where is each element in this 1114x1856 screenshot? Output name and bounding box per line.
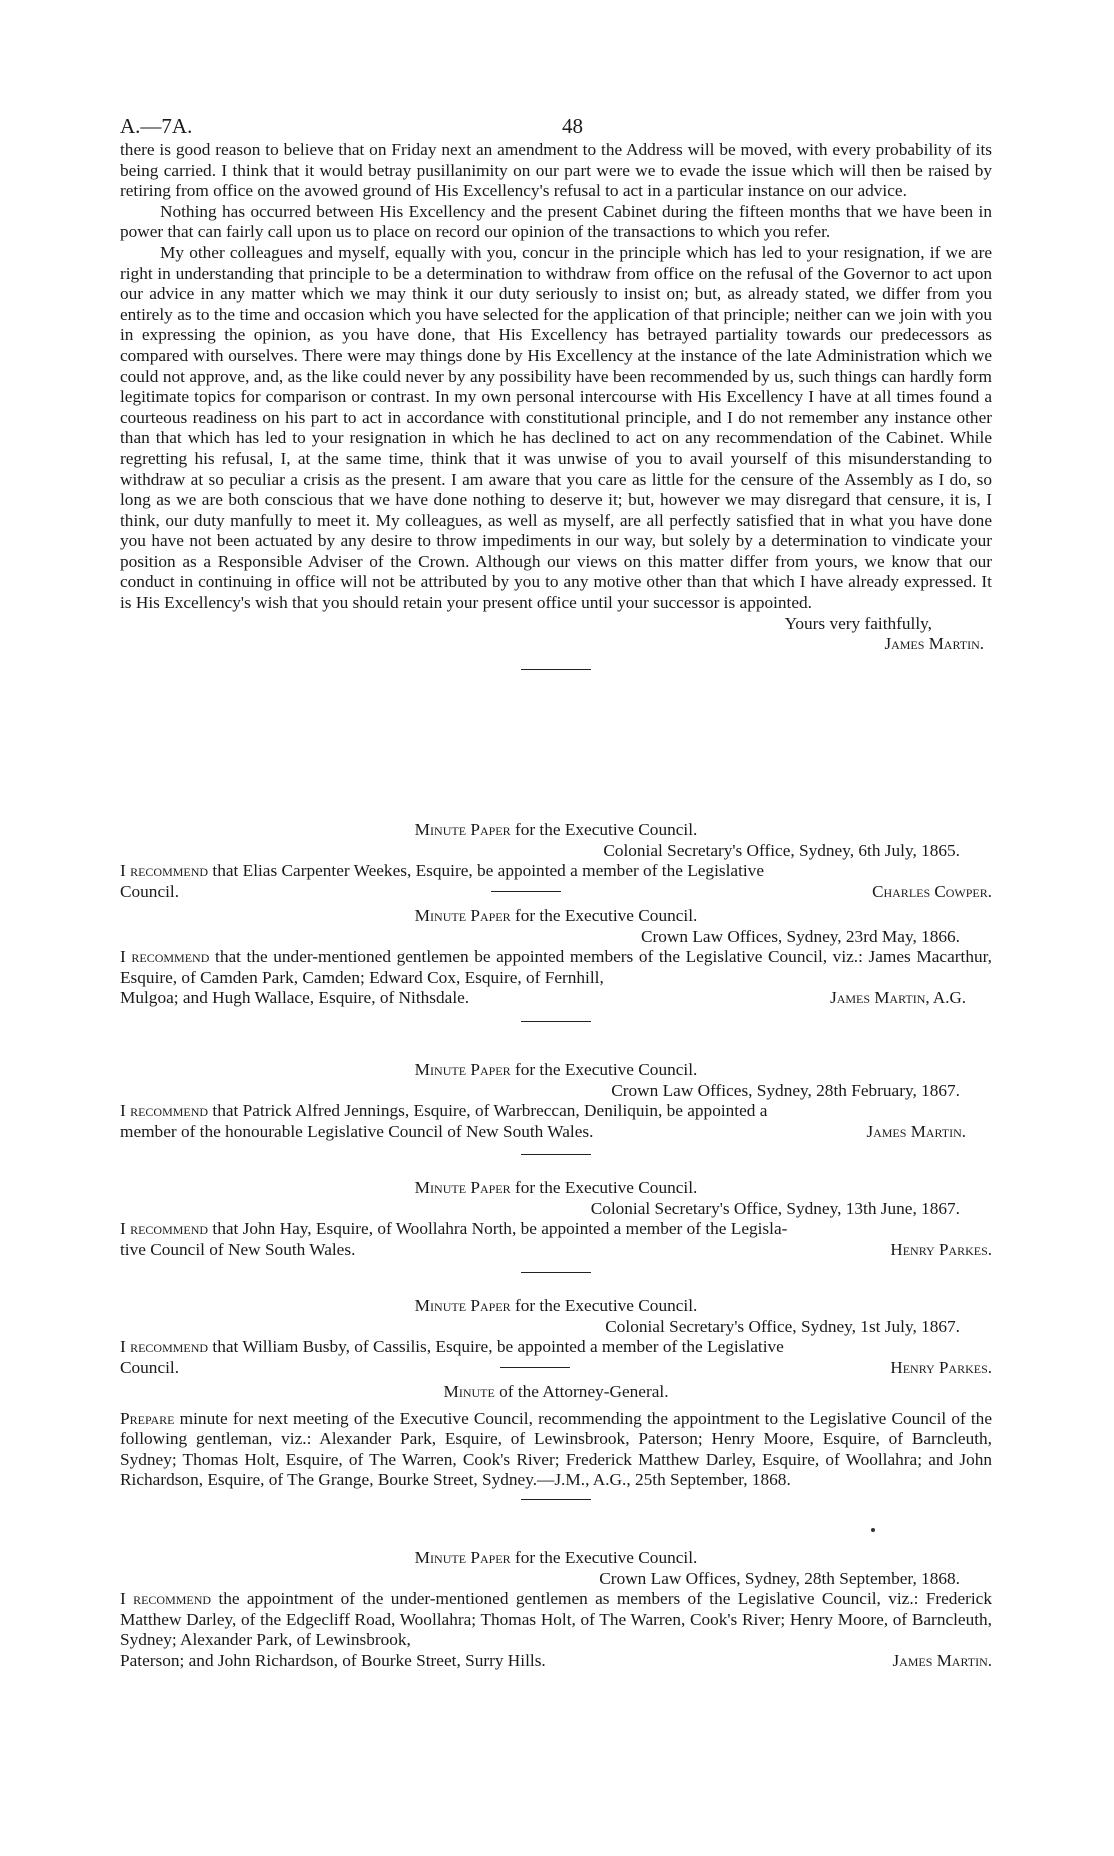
section-divider (521, 1272, 591, 1273)
minute-signature: James Martin, A.G. (830, 988, 966, 1008)
minute-body: I recommend that Patrick Alfred Jennings, Esquire, of Warbreccan, Deniliquin, be appointed a (120, 1101, 768, 1121)
minute-heading: Minute Paper for the Executive Council. (414, 1178, 698, 1197)
minute-paper (120, 1296, 992, 1378)
minute-heading: Minute Paper for the Executive Council. (414, 1060, 698, 1079)
minute-signature: James Martin. (892, 1650, 992, 1670)
minute-paper (120, 1060, 992, 1155)
section-divider (521, 1021, 591, 1022)
minute-heading: Minute Paper for the Executive Council. (414, 820, 698, 839)
letter-paragraph: there is good reason to believe that on Friday next an amendment to the Address will be moved, with every probability of its being carried. I think that it would betray pusillanimity on our part were we to evade the issue which will then be raised by retiring from office on the avowed ground of His Excellency's refusal to act in a particular instance on our advice. (120, 140, 992, 201)
section-divider (500, 1367, 570, 1368)
minute-last-line: member of the honourable Legislative Council of New South Wales. James Martin. (120, 1122, 992, 1143)
minute-heading: Minute of the Attorney-General. (443, 1382, 669, 1401)
minute-heading: Minute Paper for the Executive Council. (414, 1548, 698, 1567)
minute-body: I recommend the appointment of the under-mentioned gentlemen as members of the Legislative Council, viz.: Frederick Matthew Darley, of the Edgecliff Road, Woollahra; Thomas Holt, of The Warren, Cook's River; Henry Moore, of Barncleuth, Sydney; Alexander Park, of Lewinsbrook, (120, 1589, 992, 1650)
minute-signature: Henry Parkes. (890, 1239, 992, 1259)
minute-place-date: Crown Law Offices, Sydney, 28th February, 1867. (611, 1080, 960, 1100)
minute-body: Prepare minute for next meeting of the Executive Council, recommending the appointment to the Legislative Council of the following gentleman, viz.: Alexander Park, Esquire, of Lewinsbrook, Paterson; Henry Moore, Esquire, of Barncleuth, Sydney; Thomas Holt, Esquire, of The Warren, Cook's River; Frederick Matthew Darley, Esquire, of Woollahra; and John Richardson, Esquire, of The Grange, Bourke Street, Sydney.—J.M., A.G., 25th September, 1868. (120, 1408, 992, 1490)
minute-signature: James Martin. (866, 1121, 966, 1141)
minute-place-date: Colonial Secretary's Office, Sydney, 13th June, 1867. (590, 1198, 960, 1218)
letter (120, 140, 992, 670)
minute-last-line: tive Council of New South Wales. Henry Parkes. (120, 1239, 992, 1259)
minute-place-date: Colonial Secretary's Office, Sydney, 6th July, 1865. (603, 840, 960, 860)
minute-last-line: Mulgoa; and Hugh Wallace, Esquire, of Nithsdale. James Martin, A.G. (120, 988, 992, 1009)
document-reference: A.—7A. (120, 114, 193, 138)
minute-body: I recommend that William Busby, of Cassilis, Esquire, be appointed a member of the Legislative (120, 1337, 784, 1357)
page-number: 48 (562, 114, 583, 138)
minute-paper (120, 1178, 992, 1273)
minute-last-line: Council. Henry Parkes. (120, 1357, 992, 1377)
letter-signature: James Martin. (884, 634, 984, 654)
minute-body: I recommend that the under-mentioned gentlemen be appointed members of the Legislative Council, viz.: James Macarthur, Esquire, of Camden Park, Camden; Edward Cox, Esquire, of Fernhill, (120, 947, 992, 987)
minute-heading: Minute Paper for the Executive Council. (414, 1296, 698, 1315)
minute-paper (120, 820, 992, 902)
section-divider (491, 891, 561, 892)
minute-last-line: Paterson; and John Richardson, of Bourke Street, Surry Hills. James Martin. (120, 1650, 992, 1670)
minute-paper (120, 906, 992, 1022)
section-divider (521, 669, 591, 670)
minute-body: I recommend that John Hay, Esquire, of Woollahra North, be appointed a member of the Legisla- (120, 1219, 788, 1239)
minute-heading: Minute Paper for the Executive Council. (414, 906, 698, 925)
minute-place-date: Crown Law Offices, Sydney, 23rd May, 1866. (640, 926, 960, 946)
minute-place-date: Colonial Secretary's Office, Sydney, 1st July, 1867. (605, 1316, 960, 1336)
minute-place-date: Crown Law Offices, Sydney, 28th September, 1868. (599, 1568, 960, 1588)
letter-paragraph: Nothing has occurred between His Excellency and the present Cabinet during the fifteen months that we have been in power that can fairly call upon us to place on record our opinion of the transactions to which you refer. (120, 201, 992, 242)
section-divider (521, 1499, 591, 1500)
minute-body: I recommend that Elias Carpenter Weekes, Esquire, be appointed a member of the Legislative (120, 861, 764, 881)
minute-signature: Henry Parkes. (890, 1357, 992, 1377)
minute-last-line: Council. Charles Cowper. (120, 881, 992, 901)
minute-paper (120, 1548, 992, 1672)
attorney-general-minute (120, 1382, 992, 1500)
ink-speck (871, 1528, 875, 1532)
minute-signature: Charles Cowper. (872, 881, 992, 901)
section-divider (521, 1154, 591, 1155)
letter-paragraph: My other colleagues and myself, equally with you, concur in the principle which has led to your resignation, if we are right in understanding that principle to be a determination to withdraw from office on the refusal of the Governor to act upon our advice in any matter which we may think it our duty seriously to insist on; but, as already stated, we differ from you entirely as to the time and occasion which you have selected for the application of that principle; neither can we join with you in expressing the opinion, as you have done, that His Excellency has betrayed partiality towards our predecessors as compared with ourselves. There were may things done by His Excellency at the instance of the late Administration which we could not approve, and, as the like could never by any possibility have been recommended by us, such things can hardly form legitimate topics for comparison or contrast. In my own personal intercourse with His Excellency I have at all times found a courteous readiness on his part to act in accordance with constitutional principle, and I do not remember any instance other than that which has led to your resignation in which he has declined to act on any recommendation of the Cabinet. While regretting his refusal, I, at the same time, think that it was unwise of you to avail yourself of this misunderstanding to withdraw at so peculiar a crisis as the present. I am aware that you care as little for the censure of the Assembly as I do, so long as we are both conscious that we have done nothing to deserve it; but, however we may disregard that censure, it is, I think, our duty manfully to meet it. My colleagues, as well as myself, are all perfectly satisfied that in what you have done you have not been actuated by any desire to throw impediments in our way, but solely by a determination to vindicate your position as a Responsible Adviser of the Crown. Although our views on this matter differ from yours, we know that our conduct in continuing in office will not be attributed by you to any motive other than that which I have already expressed. It is His Excellency's wish that you should retain your present office until your successor is appointed. (120, 242, 992, 613)
letter-closing: Yours very faithfully, (784, 613, 932, 633)
